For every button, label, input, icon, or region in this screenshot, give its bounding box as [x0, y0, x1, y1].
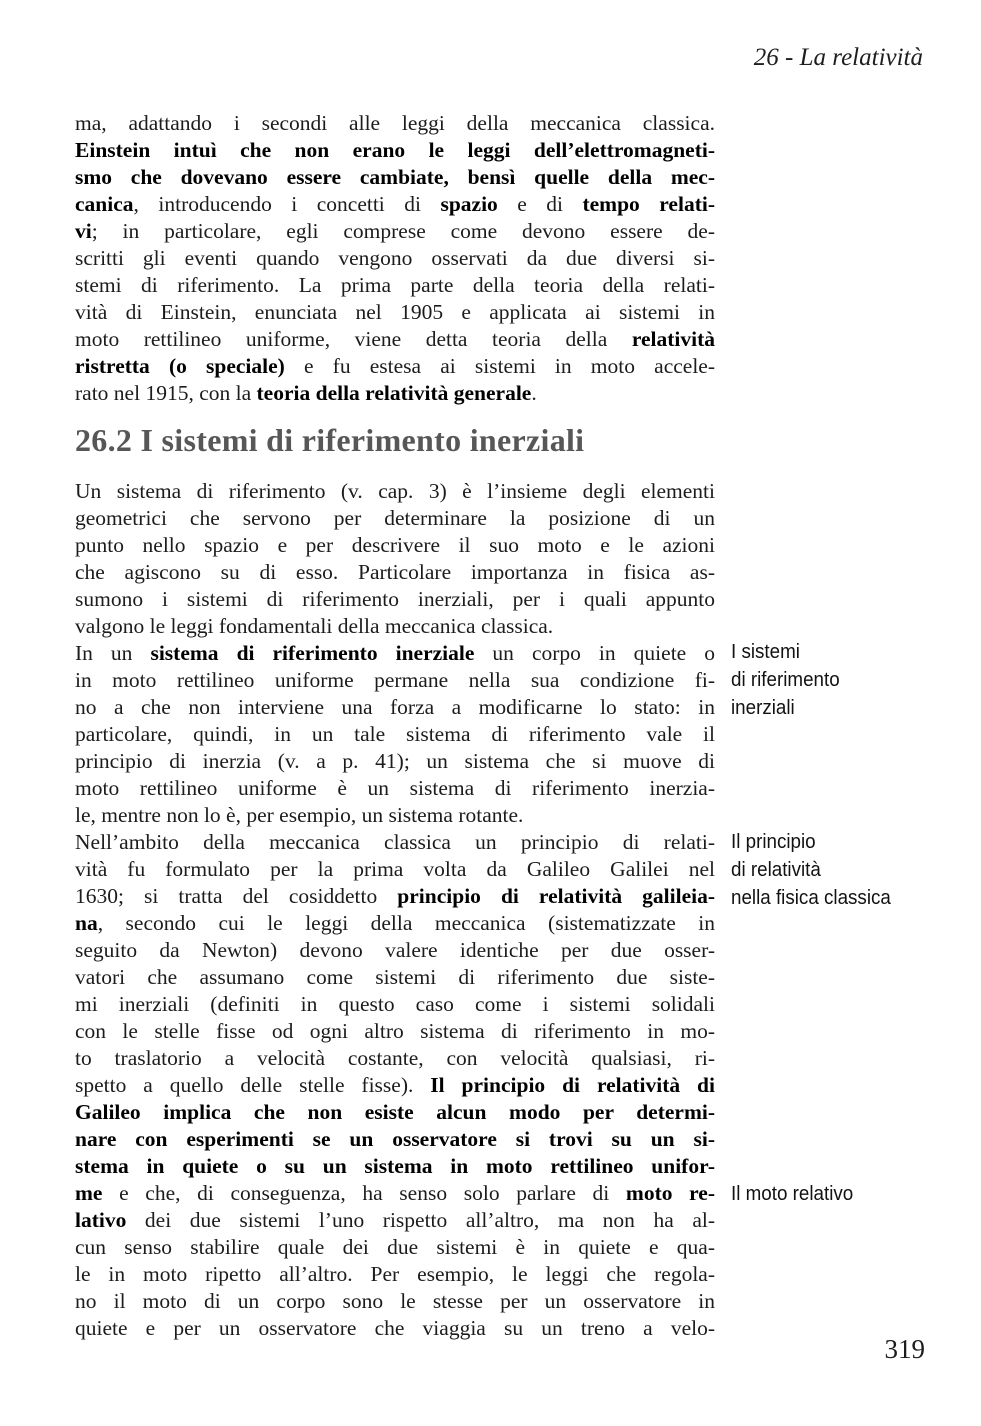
text-line: stemi di riferimento. La prima parte della teoria della relati- — [75, 273, 715, 297]
text-line: I sistemi — [731, 641, 800, 663]
running-header: 26 - La relatività — [753, 44, 923, 71]
text-line: inerziali — [731, 697, 795, 719]
text-line: che agiscono su di esso. Particolare importanza in fisica as- — [75, 560, 715, 584]
text-line: Un sistema di riferimento (v. cap. 3) è l’insieme degli elementi — [75, 479, 715, 503]
paragraph-inertial-system — [75, 640, 715, 829]
paragraph-electromagnetism-intro — [75, 110, 715, 407]
margin-note-relative-motion — [731, 1180, 952, 1208]
text-line: di relatività — [731, 859, 821, 881]
text-line: to traslatorio a velocità costante, con velocità qualsiasi, ri- — [75, 1046, 715, 1070]
text-line: In un sistema di riferimento inerziale un corpo in quiete o — [75, 641, 715, 665]
text-line: Il moto relativo — [731, 1183, 854, 1205]
text-line: nare con esperimenti se un osservatore si trovi su un si- — [75, 1127, 715, 1151]
text-line: scritti gli eventi quando vengono osservati da due diversi si- — [75, 246, 715, 270]
text-line: sumono i sistemi di riferimento inerziali, per i quali appunto — [75, 587, 715, 611]
page-number: 319 — [884, 1334, 925, 1364]
text-line: stema in quiete o su un sistema in moto rettilineo unifor- — [75, 1154, 715, 1178]
text-line: 1630; si tratta del cosiddetto principio di relatività galileia- — [75, 884, 715, 908]
text-line: Einstein intuì che non erano le leggi dell’elettromagneti- — [75, 138, 715, 162]
text-line: no a che non interviene una forza a modificarne lo stato: in — [75, 695, 715, 719]
text-line: principio di inerzia (v. a p. 41); un sistema che si muove di — [75, 749, 715, 773]
text-line: vità fu formulato per la prima volta da Galileo Galilei nel — [75, 857, 715, 881]
text-line: quiete e per un osservatore che viaggia su un treno a velo- — [75, 1316, 715, 1340]
text-line: na, secondo cui le leggi della meccanica (sistematizzate in — [75, 911, 715, 935]
text-line: in moto rettilineo uniforme permane nella sua condizione fi- — [75, 668, 715, 692]
text-line: rato nel 1915, con la teoria della relatività generale. — [75, 381, 537, 405]
text-line: moto rettilineo uniforme, viene detta teoria della relatività — [75, 327, 715, 351]
text-line: no il moto di un corpo sono le stesse per un osservatore in — [75, 1289, 715, 1313]
text-line: moto rettilineo uniforme è un sistema di riferimento inerzia- — [75, 776, 715, 800]
paragraph-reference-system-definition — [75, 478, 715, 640]
text-line: di riferimento — [731, 669, 840, 691]
text-line: le, mentre non lo è, per esempio, un sistema rotante. — [75, 803, 524, 827]
text-line: canica, introducendo i concetti di spazio e di tempo relati- — [75, 192, 715, 216]
text-line: vi; in particolare, egli comprese come devono essere de- — [75, 219, 715, 243]
text-line: particolare, quindi, in un tale sistema di riferimento vale il — [75, 722, 715, 746]
text-line: geometrici che servono per determinare la posizione di un — [75, 506, 715, 530]
text-line: vità di Einstein, enunciata nel 1905 e applicata ai sistemi in — [75, 300, 715, 324]
text-line: seguito da Newton) devono valere identiche per due osser- — [75, 938, 715, 962]
text-line: spetto a quello delle stelle fisse). Il principio di relatività di — [75, 1073, 715, 1097]
text-line: ma, adattando i secondi alle leggi della meccanica classica. — [75, 111, 715, 135]
text-line: smo che dovevano essere cambiate, bensì quelle della mec- — [75, 165, 715, 189]
text-line: nella fisica classica — [731, 887, 891, 909]
text-line: mi inerziali (definiti in questo caso come i sistemi solidali — [75, 992, 715, 1016]
text-line: me e che, di conseguenza, ha senso solo parlare di moto re- — [75, 1181, 715, 1205]
text-line: Nell’ambito della meccanica classica un principio di relati- — [75, 830, 715, 854]
paragraph-galilean-relativity — [75, 829, 715, 1342]
text-line: ristretta (o speciale) e fu estesa ai sistemi in moto accele- — [75, 354, 715, 378]
margin-note-relativity-principle — [731, 828, 952, 912]
text-line: lativo dei due sistemi l’uno rispetto all’altro, ma non ha al- — [75, 1208, 715, 1232]
text-line: con le stelle fisse od ogni altro sistema di riferimento in mo- — [75, 1019, 715, 1043]
text-line: vatori che assumano come sistemi di riferimento due siste- — [75, 965, 715, 989]
text-line: valgono le leggi fondamentali della meccanica classica. — [75, 614, 554, 638]
text-line: le in moto ripetto all’altro. Per esempio, le leggi che regola- — [75, 1262, 715, 1286]
text-line: cun senso stabilire quale dei due sistemi è in quiete e qua- — [75, 1235, 715, 1259]
text-line: Galileo implica che non esiste alcun modo per determi- — [75, 1100, 715, 1124]
section-heading: 26.2 I sistemi di riferimento inerziali — [75, 422, 585, 458]
text-line: Il principio — [731, 831, 816, 853]
margin-note-inertial-systems — [731, 638, 952, 722]
text-line: punto nello spazio e per descrivere il suo moto e le azioni — [75, 533, 715, 557]
